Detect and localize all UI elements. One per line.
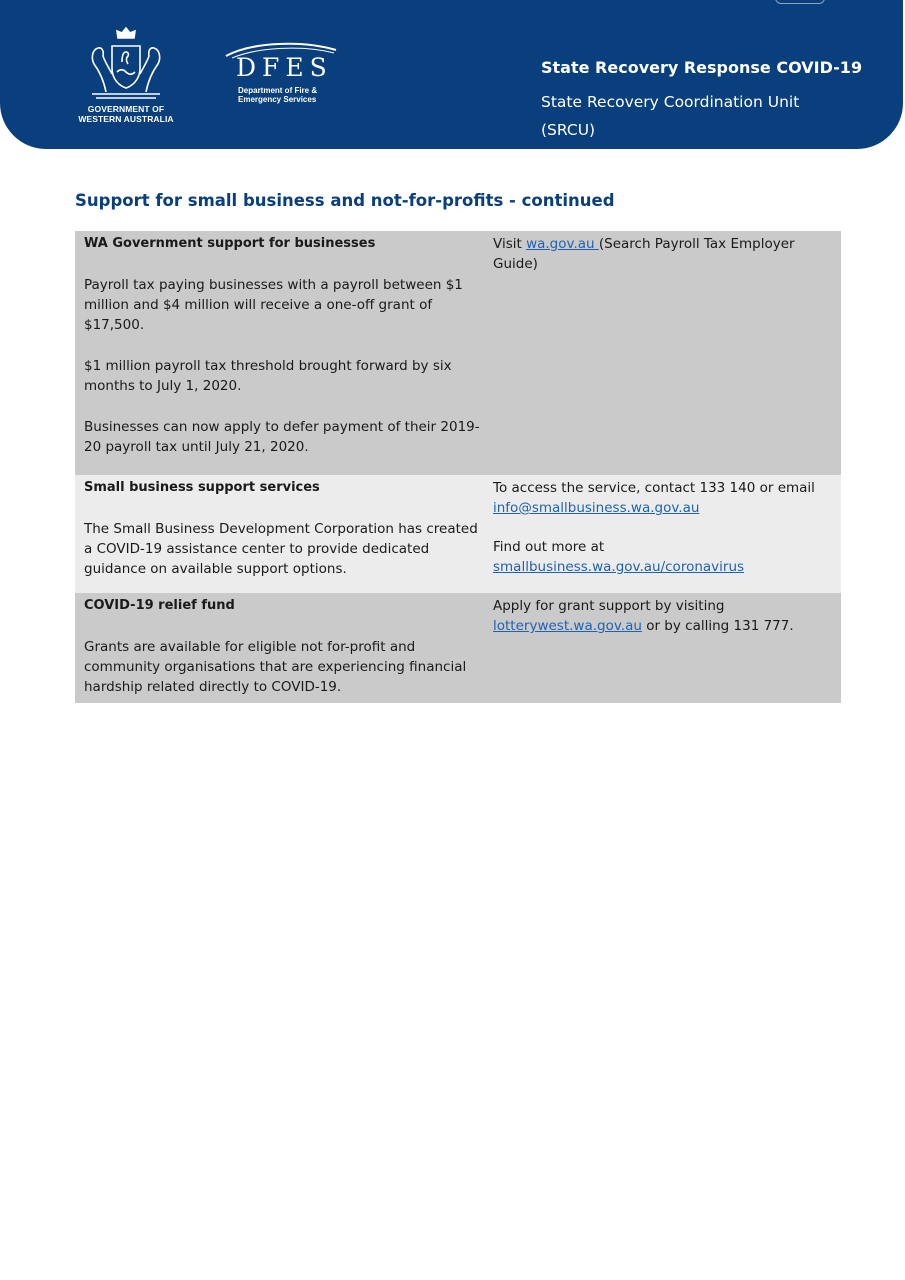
- apply-text: Apply for grant support by visiting: [493, 598, 725, 614]
- section-heading: Support for small business and not-for-profits - continued: [75, 191, 615, 210]
- visit-suffix: (Search Payroll Tax Employer Guide): [493, 236, 795, 272]
- row-description-cell: [75, 593, 485, 703]
- row-paragraph: Payroll tax paying businesses with a payroll between $1 million and $4 million will receive a one-off grant of $17,500.: [84, 277, 463, 333]
- dfes-logo: [222, 40, 340, 110]
- dfes-subtitle-line2: Emergency Services: [238, 95, 317, 104]
- row-paragraph: The Small Business Development Corporation has created a COVID-19 assistance center to provide dedicated guidance on available support options.: [84, 521, 478, 577]
- table-row: [75, 593, 841, 703]
- email-link[interactable]: info@smallbusiness.wa.gov.au: [493, 500, 700, 516]
- header-title: State Recovery Response COVID-19: [541, 58, 863, 77]
- row-title: COVID-19 relief fund: [84, 598, 235, 613]
- row-paragraph: Businesses can now apply to defer payment of their 2019-20 payroll tax until July 21, 2020.: [84, 419, 480, 455]
- table-row: [75, 475, 841, 593]
- header-subtitle-line2: (SRCU): [541, 121, 596, 139]
- row-title: Small business support services: [84, 480, 320, 495]
- dfes-wordmark: DFES: [236, 53, 333, 82]
- find-out-text: Find out more at: [493, 539, 605, 555]
- lotterywest-link[interactable]: lotterywest.wa.gov.au: [493, 618, 642, 634]
- row-action-text: [493, 234, 833, 274]
- row-description-cell: [75, 475, 485, 593]
- small-business-link[interactable]: smallbusiness.wa.gov.au/coronavirus: [493, 559, 745, 575]
- dfes-subtitle-line1: Department of Fire &: [238, 86, 318, 95]
- contact-text: To access the service, contact 133 140 or email: [493, 480, 815, 496]
- header-subtitle-line1: State Recovery Coordination Unit: [541, 93, 800, 111]
- row-title: WA Government support for businesses: [84, 236, 376, 251]
- calling-suffix: or by calling 131 777.: [641, 618, 794, 634]
- row-action-cell: [485, 593, 841, 703]
- support-table: [75, 231, 841, 703]
- row-description-cell: [75, 231, 485, 475]
- row-paragraph: $1 million payroll tax threshold brought forward by six months to July 1, 2020.: [84, 358, 452, 394]
- visit-prefix: Visit: [493, 236, 527, 252]
- row-paragraph: Grants are available for eligible not for-profit and community organisations that are experiencing financial hardship related directly to COVID-19.: [84, 639, 467, 695]
- header-decorative-rim: [775, 0, 825, 4]
- page-header: [0, 0, 903, 149]
- government-of-western-australia-logo: [74, 26, 178, 126]
- wa-gov-link[interactable]: wa.gov.au: [526, 236, 599, 252]
- row-action-cell: [485, 475, 841, 593]
- government-logo-text-line1: GOVERNMENT OF: [87, 104, 165, 114]
- government-logo-text-line2: WESTERN AUSTRALIA: [78, 114, 174, 124]
- row-action-cell: [485, 231, 841, 475]
- table-row: [75, 231, 841, 475]
- wa-coat-of-arms-icon: [86, 26, 166, 102]
